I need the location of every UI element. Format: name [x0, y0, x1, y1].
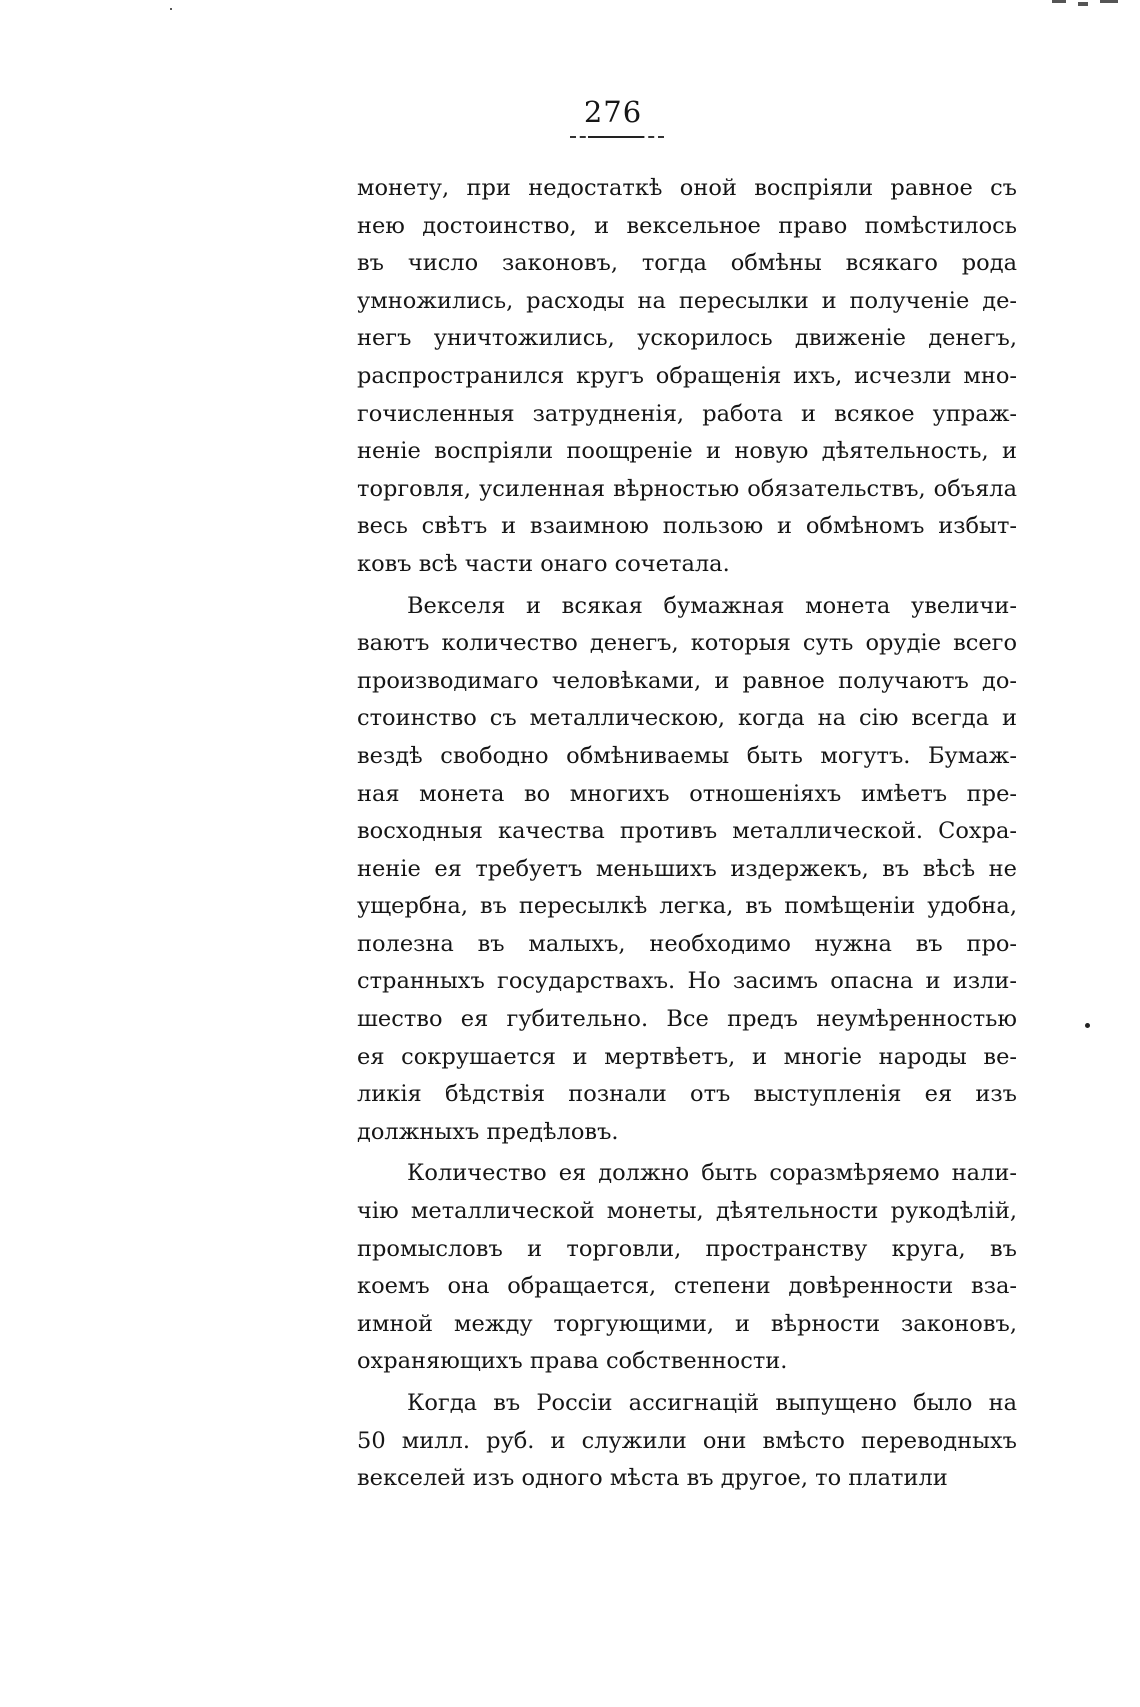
paragraph — [357, 170, 1017, 584]
text-line: Количество ея должно быть соразмѣряемо нали- — [407, 1160, 1017, 1187]
text-line: полезна въ малыхъ, необходимо нужна въ про- — [357, 930, 1017, 957]
page-number-underline — [588, 136, 644, 138]
text-line: умножились, расходы на пересылки и полученіе де- — [357, 287, 1017, 314]
text-line: восходныя качества противъ металлической. Сохра- — [357, 818, 1017, 845]
text-line: стоинство съ металлическою, когда на сію всегда и — [357, 705, 1017, 732]
paragraph — [357, 1155, 1017, 1381]
body-text — [357, 170, 1017, 1498]
text-line: охраняющихъ права собственности. — [357, 1348, 788, 1375]
page-number: 276 — [583, 95, 643, 129]
text-line: 50 милл. руб. и служили они вмѣсто переводныхъ — [357, 1427, 1017, 1454]
text-line: странныхъ государствахъ. Но засимъ опасна и изли- — [357, 968, 1017, 995]
text-line: гочисленныя затрудненія, работа и всякое упраж- — [357, 400, 1017, 427]
text-line: ущербна, въ пересылкѣ легка, въ помѣщеніи удобна, — [357, 893, 1017, 920]
text-line: чію металлической монеты, дѣятельности рукодѣлій, — [357, 1198, 1017, 1225]
text-line: вездѣ свободно обмѣниваемы быть могутъ. Бумаж- — [357, 742, 1017, 769]
paragraph — [357, 1385, 1017, 1498]
scan-speck-top-right-3 — [1100, 0, 1118, 3]
text-line: въ число законовъ, тогда обмѣны всякаго рода — [357, 250, 1017, 277]
text-line: весь свѣтъ и взаимною пользою и обмѣномъ избыт- — [357, 513, 1017, 540]
text-line: шество ея губительно. Все предъ неумѣренностью — [357, 1006, 1017, 1033]
text-line: неніе воспріяли поощреніе и новую дѣятельность, и — [357, 438, 1017, 465]
text-line: ликія бѣдствія познали отъ выступленія ея изъ — [357, 1081, 1017, 1108]
text-line: торговля, усиленная вѣрностью обязательствъ, объяла — [357, 475, 1017, 502]
text-line: производимаго человѣками, и равное получаютъ до- — [357, 667, 1017, 694]
text-line: монету, при недостаткѣ оной воспріяли равное съ — [357, 175, 1017, 201]
text-line: негъ уничтожились, ускорилось движеніе денегъ, — [357, 325, 1017, 352]
scan-dot-right-margin — [1085, 1023, 1090, 1028]
scan-dot-top-left — [170, 8, 172, 10]
text-line: нею достоинство, и вексельное право помѣстилось — [357, 212, 1017, 239]
text-line: коемъ она обращается, степени довѣренности вза- — [357, 1273, 1017, 1300]
text-line: векселей изъ одного мѣста въ другое, то платили — [357, 1465, 948, 1492]
text-line: Векселя и всякая бумажная монета увеличи- — [407, 592, 1017, 619]
text-line: ея сокрушается и мертвѣетъ, и многіе народы ве- — [357, 1043, 1017, 1070]
text-line: ная монета во многихъ отношеніяхъ имѣетъ пре- — [357, 780, 1017, 807]
scan-speck-top-right-2 — [1078, 2, 1088, 6]
text-line: распространился кругъ обращенія ихъ, исчезли мно- — [357, 362, 1017, 389]
text-line: должныхъ предѣловъ. — [357, 1118, 619, 1145]
scan-speck-top-right — [1052, 0, 1066, 3]
paragraph — [357, 588, 1017, 1152]
text-line: Когда въ Россіи ассигнацій выпущено было на — [407, 1390, 1017, 1416]
text-line: промысловъ и торговли, пространству круга, въ — [357, 1235, 1017, 1262]
text-line: ваютъ количество денегъ, которыя суть орудіе всего — [357, 630, 1017, 657]
text-line: ковъ всѣ части онаго сочетала. — [357, 550, 730, 577]
text-line: имной между торгующими, и вѣрности законовъ, — [357, 1310, 1017, 1337]
text-line: неніе ея требуетъ меньшихъ издержекъ, въ вѣсѣ не — [357, 855, 1017, 882]
